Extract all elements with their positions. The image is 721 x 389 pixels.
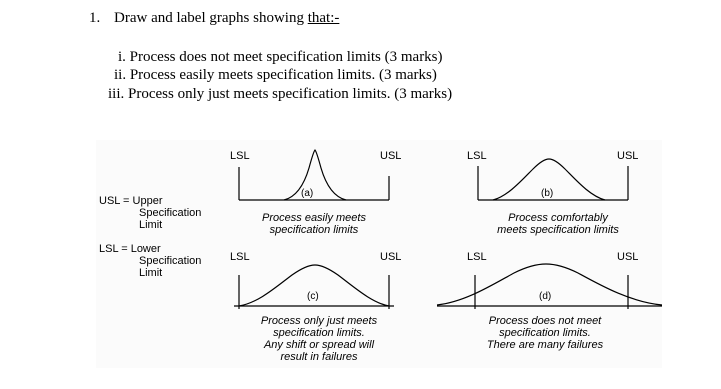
- graph-b-caption: [476, 212, 640, 236]
- graph-d-caption-line2: specification limits.: [499, 327, 591, 339]
- graph-c-lsl-label: LSL: [230, 251, 250, 263]
- graph-b-caption-line1: Process comfortably: [508, 212, 608, 224]
- graph-d-caption-line3: There are many failures: [486, 339, 604, 351]
- item-i-text: Process does not meet specification limits (3 marks): [129, 49, 443, 65]
- item-iii-numeral: iii.: [108, 86, 125, 102]
- graph-a-caption-line2: specification limits: [269, 224, 359, 236]
- graph-a-tag: (a): [301, 188, 314, 199]
- graph-a-drawing: [239, 150, 389, 200]
- item-i-numeral: i.: [118, 49, 126, 65]
- graph-d-lsl-label: LSL: [467, 251, 487, 263]
- question-number: 1.: [89, 10, 101, 26]
- graph-c-caption-line4: result in failures: [280, 351, 358, 363]
- graph-c-usl-label: USL: [380, 251, 402, 263]
- graph-c-caption-line2: specification limits.: [273, 327, 365, 339]
- legend-lsl-line3: Limit: [139, 267, 163, 279]
- graph-a-caption-line1: Process easily meets: [262, 212, 366, 224]
- graph-d-tag: (d): [539, 291, 552, 302]
- graph-d-caption-line1: Process does not meet: [488, 315, 602, 327]
- legend-usl-line3: Limit: [139, 219, 163, 231]
- graph-b-tag: (b): [541, 188, 554, 199]
- graph-c-caption: [244, 315, 394, 363]
- graph-b-caption-line2: meets specification limits: [497, 224, 619, 236]
- graph-b-lsl-label: LSL: [467, 150, 487, 162]
- graph-d-caption: [470, 315, 620, 351]
- legend-usl-line2: Specification: [139, 207, 202, 219]
- item-ii-text: Process easily meets specification limits. (3 marks): [129, 67, 437, 83]
- graph-c-tag: (c): [307, 291, 319, 302]
- legend-usl-line1: USL = Upper: [99, 195, 163, 207]
- legend-lsl-line2: Specification: [139, 255, 202, 267]
- item-iii-text: Process only just meets specification limits. (3 marks): [128, 86, 453, 102]
- legend-lsl-line1: LSL = Lower: [99, 243, 161, 255]
- graph-a-usl-label: USL: [380, 150, 402, 162]
- graph-b-usl-label: USL: [617, 150, 639, 162]
- question-text-prefix: Draw and label graphs showing: [114, 10, 308, 26]
- graph-a-lsl-label: LSL: [230, 150, 250, 162]
- graph-d-usl-label: USL: [617, 251, 639, 263]
- graph-a-curve: [284, 150, 346, 200]
- question-text-link: that:-: [307, 10, 340, 26]
- item-ii-numeral: ii.: [114, 67, 127, 83]
- graph-a-caption: [244, 212, 384, 236]
- graph-c-caption-line1: Process only just meets: [260, 315, 378, 327]
- graph-c-caption-line3: Any shift or spread will: [263, 339, 375, 351]
